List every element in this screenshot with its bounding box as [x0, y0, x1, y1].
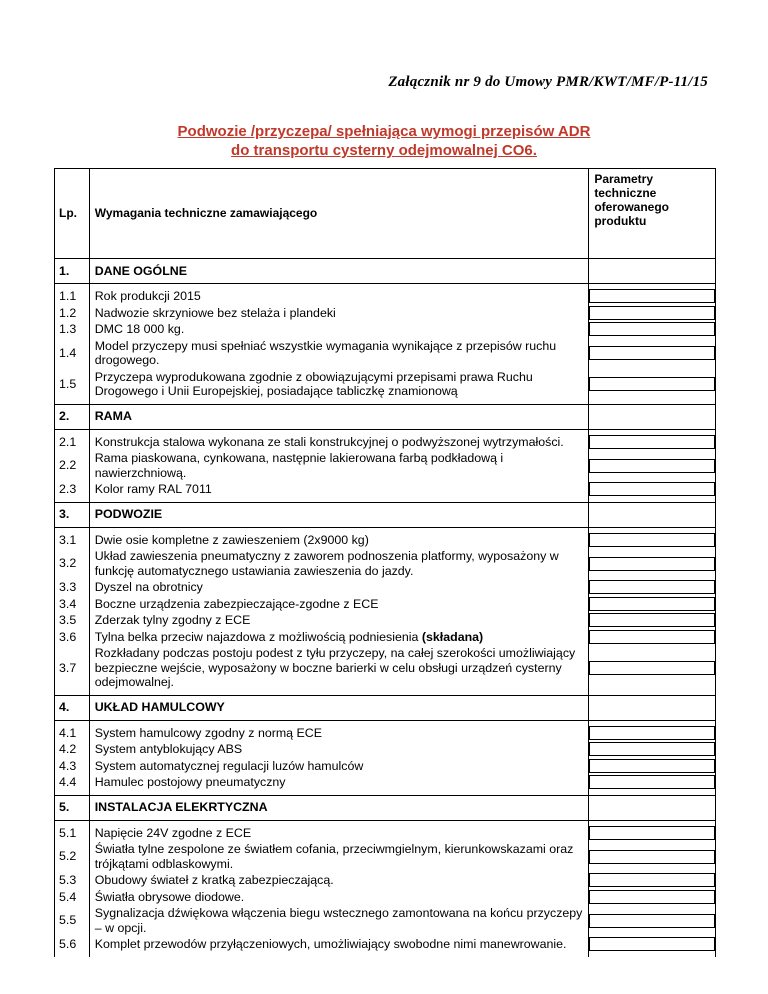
requirement-text: Przyczepa wyprodukowana zgodnie z obowiązującymi przepisami prawa Ruchu Drogowego i Unii Europejskiej, posiadające tabliczkę znamionową	[94, 369, 533, 398]
table-row	[55, 936, 716, 953]
offered-param-cell	[589, 548, 716, 579]
row-number: 3.3	[55, 579, 90, 596]
offered-param-cell	[589, 369, 716, 400]
table-row	[55, 629, 716, 646]
table-row	[55, 905, 716, 936]
offered-param-field[interactable]	[589, 937, 715, 951]
row-requirement	[89, 321, 589, 338]
row-number: 1.3	[55, 321, 90, 338]
offered-param-cell	[589, 889, 716, 906]
table-row	[55, 548, 716, 579]
offered-param-cell	[589, 579, 716, 596]
section-row	[55, 795, 716, 820]
row-requirement	[89, 612, 589, 629]
offered-param-field[interactable]	[589, 346, 715, 360]
row-requirement	[89, 305, 589, 322]
row-number: 3.4	[55, 596, 90, 613]
row-requirement	[89, 872, 589, 889]
section-row	[55, 695, 716, 720]
requirement-text: System hamulcowy zgodny z normą ECE	[94, 725, 322, 740]
offered-param-field[interactable]	[589, 289, 715, 303]
offered-param-cell	[589, 305, 716, 322]
section-param-cell	[589, 795, 716, 820]
row-requirement	[89, 434, 589, 451]
header-params: Parametry techniczne oferowanego produktu	[589, 169, 716, 259]
row-requirement	[89, 774, 589, 791]
row-requirement	[89, 629, 589, 646]
row-requirement	[89, 936, 589, 953]
requirements-table	[54, 168, 716, 957]
row-number: 5.6	[55, 936, 90, 953]
spacer-cell	[589, 953, 716, 957]
requirement-text: Hamulec postojowy pneumatyczny	[94, 775, 286, 789]
section-number: 5.	[55, 795, 90, 820]
row-number: 3.6	[55, 629, 90, 646]
row-number: 3.7	[55, 645, 90, 691]
requirement-text: Obudowy świateł z kratką zabezpieczającą.	[94, 873, 334, 887]
offered-param-field[interactable]	[589, 322, 715, 336]
table-row	[55, 889, 716, 906]
table-row	[55, 305, 716, 322]
offered-param-cell	[589, 774, 716, 791]
table-row	[55, 481, 716, 498]
offered-param-cell	[589, 596, 716, 613]
title-line-2: do transportu cysterny odejmowalnej CO6.	[231, 142, 537, 159]
offered-param-field[interactable]	[589, 759, 715, 773]
requirement-text: Komplet przewodów przyłączeniowych, umożliwiający swobodne nimi manewrowanie.	[94, 937, 567, 951]
offered-param-field[interactable]	[589, 850, 715, 864]
row-requirement	[89, 825, 589, 842]
row-requirement	[89, 725, 589, 742]
header-requirements: Wymagania techniczne zamawiającego	[89, 169, 589, 259]
section-title: PODWOZIE	[89, 502, 589, 527]
section-row	[55, 404, 716, 429]
offered-param-cell	[589, 725, 716, 742]
requirement-text: Dwie osie kompletne z zawieszeniem (2x9000 kg)	[94, 532, 369, 547]
row-number: 5.4	[55, 889, 90, 906]
row-requirement	[89, 369, 589, 400]
document-title	[0, 122, 768, 160]
table-row	[55, 579, 716, 596]
requirement-text: Model przyczepy musi spełniać wszystkie wymagania wynikające z przepisów ruchu drogowego.	[94, 338, 557, 367]
row-number: 4.2	[55, 741, 90, 758]
table-row	[55, 825, 716, 842]
row-number: 5.2	[55, 841, 90, 872]
row-number: 3.5	[55, 612, 90, 629]
row-requirement	[89, 532, 589, 549]
table-row	[55, 741, 716, 758]
offered-param-field[interactable]	[589, 597, 715, 611]
requirement-text: Tylna belka przeciw najazdowa z możliwością podniesienia	[94, 629, 419, 644]
section-number: 1.	[55, 259, 90, 284]
offered-param-cell	[589, 936, 716, 953]
requirement-text: Napięcie 24V zgodne z ECE	[94, 825, 252, 840]
requirement-text: Światła obrysowe diodowe.	[94, 889, 245, 904]
section-title: INSTALACJA ELEKRTYCZNA	[89, 795, 589, 820]
table-row	[55, 841, 716, 872]
offered-param-field[interactable]	[589, 557, 715, 571]
spacer-cell	[89, 953, 589, 957]
section-title: DANE OGÓLNE	[89, 259, 589, 284]
table-row	[55, 434, 716, 451]
offered-param-field[interactable]	[589, 482, 715, 496]
requirement-text: Światła tylne zespolone ze światłem cofania, przeciwmgielnym, kierunkowskazami oraz trójkątami odblaskowymi.	[94, 842, 574, 871]
requirement-emphasis: (składana)	[421, 629, 484, 644]
table-row	[55, 612, 716, 629]
row-number: 4.1	[55, 725, 90, 742]
offered-param-cell	[589, 481, 716, 498]
row-number: 1.5	[55, 369, 90, 400]
offered-param-cell	[589, 612, 716, 629]
offered-param-cell	[589, 741, 716, 758]
offered-param-field[interactable]	[589, 742, 715, 756]
table-row	[55, 532, 716, 549]
row-requirement	[89, 481, 589, 498]
offered-param-cell	[589, 872, 716, 889]
requirement-text: Rozkładany podczas postoju podest z tyłu przyczepy, na całej szerokości umożliwiający bezpieczne wejście, wyposażony w boczne barierki w celu obsługi urządzeń cysterny odejmowalnej.	[94, 646, 576, 689]
table-header-row	[55, 169, 716, 259]
row-requirement	[89, 596, 589, 613]
requirement-text: Rok produkcji 2015	[94, 289, 201, 303]
section-param-cell	[589, 502, 716, 527]
offered-param-field[interactable]	[589, 306, 715, 320]
title-line-1: Podwozie /przyczepa/ spełniająca wymogi przepisów ADR	[177, 123, 591, 140]
row-number: 2.2	[55, 450, 90, 481]
row-number: 3.1	[55, 532, 90, 549]
section-spacer	[55, 953, 716, 957]
table-row	[55, 645, 716, 691]
section-number: 3.	[55, 502, 90, 527]
row-requirement	[89, 905, 589, 936]
table-row	[55, 872, 716, 889]
section-row	[55, 502, 716, 527]
section-number: 4.	[55, 695, 90, 720]
table-row	[55, 321, 716, 338]
table-row	[55, 288, 716, 305]
offered-param-field[interactable]	[589, 726, 715, 740]
requirement-text: Zderzak tylny zgodny z ECE	[94, 613, 251, 627]
offered-param-cell	[589, 758, 716, 775]
offered-param-cell	[589, 338, 716, 369]
offered-param-field[interactable]	[589, 775, 715, 789]
requirement-text: Układ zawieszenia pneumatyczny z zaworem podnoszenia platformy, wyposażony w funkcję automatycznego ustawiania zawieszenia do jazdy.	[94, 549, 559, 578]
row-requirement	[89, 288, 589, 305]
offered-param-field[interactable]	[589, 377, 715, 391]
row-requirement	[89, 758, 589, 775]
offered-param-cell	[589, 645, 716, 691]
row-requirement	[89, 579, 589, 596]
row-number: 5.1	[55, 825, 90, 842]
table-row	[55, 338, 716, 369]
offered-param-field[interactable]	[589, 914, 715, 928]
offered-param-field[interactable]	[589, 459, 715, 473]
offered-param-cell	[589, 841, 716, 872]
offered-param-field[interactable]	[589, 435, 715, 449]
requirement-text: Dyszel na obrotnicy	[94, 580, 203, 594]
offered-param-cell	[589, 321, 716, 338]
row-number: 1.2	[55, 305, 90, 322]
offered-param-cell	[589, 532, 716, 549]
table-row	[55, 369, 716, 400]
section-title: RAMA	[89, 404, 589, 429]
offered-param-cell	[589, 629, 716, 646]
offered-param-cell	[589, 825, 716, 842]
row-requirement	[89, 889, 589, 906]
offered-param-cell	[589, 450, 716, 481]
offered-param-field[interactable]	[589, 873, 715, 887]
offered-param-cell	[589, 434, 716, 451]
section-param-cell	[589, 404, 716, 429]
table-row	[55, 450, 716, 481]
offered-param-cell	[589, 905, 716, 936]
offered-param-field[interactable]	[589, 533, 715, 547]
offered-param-field[interactable]	[589, 661, 715, 675]
spacer-cell	[55, 953, 90, 957]
row-number: 2.3	[55, 481, 90, 498]
row-number: 4.3	[55, 758, 90, 775]
header-lp: Lp.	[55, 169, 90, 259]
row-number: 1.1	[55, 288, 90, 305]
section-param-cell	[589, 695, 716, 720]
offered-param-field[interactable]	[589, 630, 715, 644]
row-number: 5.5	[55, 905, 90, 936]
offered-param-field[interactable]	[589, 613, 715, 627]
row-requirement	[89, 338, 589, 369]
requirement-text: Boczne urządzenia zabezpieczające-zgodne z ECE	[94, 596, 379, 611]
offered-param-field[interactable]	[589, 890, 715, 904]
requirement-text: Sygnalizacja dźwiękowa włączenia biegu wstecznego zamontowana na końcu przyczepy – w opcji.	[94, 906, 583, 935]
requirement-text: System antyblokujący ABS	[94, 742, 243, 756]
row-requirement	[89, 548, 589, 579]
requirement-text: Nadwozie skrzyniowe bez stelaża i plandeki	[94, 305, 336, 320]
offered-param-field[interactable]	[589, 826, 715, 840]
table-row	[55, 774, 716, 791]
row-number: 1.4	[55, 338, 90, 369]
row-requirement	[89, 450, 589, 481]
row-requirement	[89, 741, 589, 758]
row-number: 3.2	[55, 548, 90, 579]
requirement-text: Kolor ramy RAL 7011	[94, 482, 212, 496]
table-row	[55, 596, 716, 613]
section-param-cell	[589, 259, 716, 284]
requirement-text: Rama piaskowana, cynkowana, następnie lakierowana farbą podkładową i nawierzchniową.	[94, 451, 504, 480]
offered-param-cell	[589, 288, 716, 305]
row-number: 2.1	[55, 434, 90, 451]
table-row	[55, 725, 716, 742]
annex-reference: Załącznik nr 9 do Umowy PMR/KWT/MF/P-11/15	[388, 74, 708, 90]
row-requirement	[89, 841, 589, 872]
row-number: 5.3	[55, 872, 90, 889]
section-title: UKŁAD HAMULCOWY	[89, 695, 589, 720]
row-requirement	[89, 645, 589, 691]
requirement-text: System automatycznej regulacji luzów hamulców	[94, 758, 364, 773]
row-number: 4.4	[55, 774, 90, 791]
offered-param-field[interactable]	[589, 580, 715, 594]
requirement-text: DMC 18 000 kg.	[94, 322, 185, 336]
table-row	[55, 758, 716, 775]
section-row	[55, 259, 716, 284]
section-number: 2.	[55, 404, 90, 429]
requirement-text: Konstrukcja stalowa wykonana ze stali konstrukcyjnej o podwyższonej wytrzymałości.	[94, 434, 564, 449]
